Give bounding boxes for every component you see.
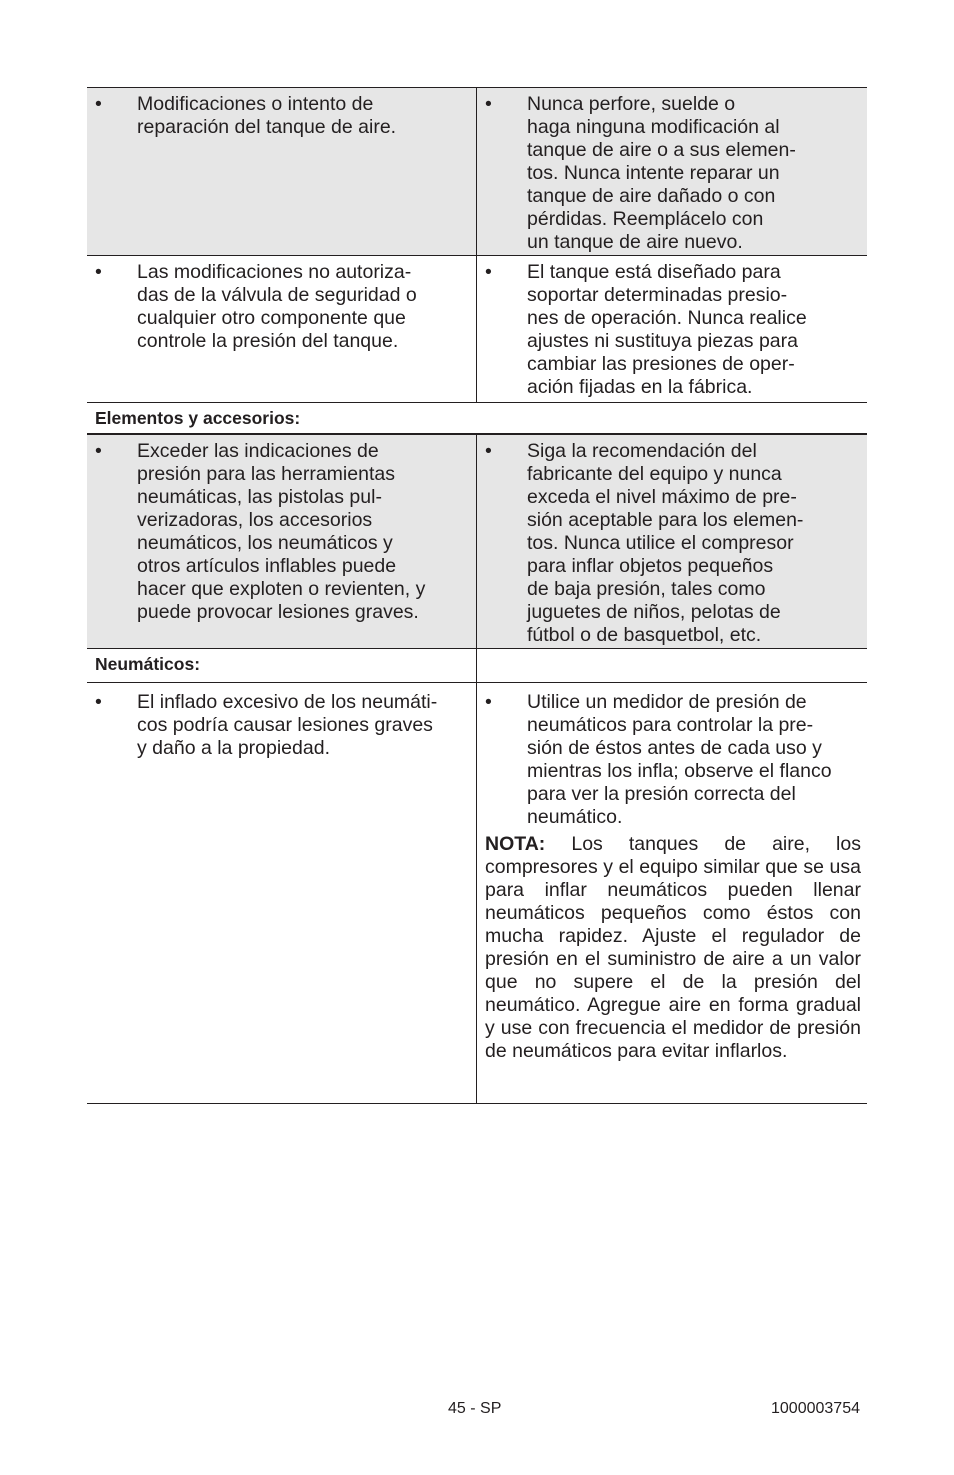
- safety-table: [87, 87, 867, 1104]
- bullet-icon: •: [95, 93, 102, 115]
- note-text: Los tanques de aire, los compresores y el equipo similar que se usa para inflar neumáticos pueden llenar neumáticos pequeños como éstos con mucha rapidez. Ajuste el regulador de presión en el suministro de aire a un valor que no supere el de la presión del neumático. Agregue aire en forma gradual y use con frecuencia el medidor de presión de neumáticos para evitar inflarlos.: [485, 833, 861, 1062]
- bullet-icon: •: [95, 440, 102, 462]
- hazard-text: El inflado excesivo de los neumáti- cos podría causar lesiones graves y daño a la propiedad.: [137, 691, 438, 759]
- table-row: [87, 682, 867, 1104]
- bullet-icon: •: [95, 261, 102, 283]
- bullet-icon: •: [485, 691, 492, 713]
- hazard-cell: [87, 88, 477, 255]
- hazard-cell: [87, 435, 477, 648]
- hazard-cell: [87, 683, 477, 1103]
- bullet-icon: •: [485, 440, 492, 462]
- page-number: 45 - SP: [448, 1400, 502, 1417]
- section-header-row: [87, 648, 867, 682]
- section-title-accessories: Elementos y accesorios:: [95, 408, 301, 428]
- empty-cell: [477, 649, 867, 682]
- prevention-cell: [477, 88, 867, 255]
- note-label: NOTA:: [485, 833, 546, 855]
- section-title-tires: Neumáticos:: [87, 649, 477, 682]
- bullet-icon: •: [485, 93, 492, 115]
- table-row: [87, 255, 867, 402]
- prevention-text: El tanque está diseñado para soportar determinadas presio- nes de operación. Nunca realice ajustes ni sustituya piezas para cambiar las presiones de oper- ación fijadas en la fábrica.: [527, 261, 807, 398]
- prevention-text: Utilice un medidor de presión de neumáticos para controlar la pre- sión de éstos antes de cada uso y mientras los infla; observe el flanco para ver la presión correcta del neumático.: [527, 691, 832, 828]
- document-number: 1000003754: [771, 1400, 860, 1417]
- bullet-icon: •: [485, 261, 492, 283]
- hazard-text: Las modificaciones no autoriza- das de la válvula de seguridad o cualquier otro componente que controle la presión del tanque.: [137, 261, 417, 352]
- hazard-text: Exceder las indicaciones de presión para las herramientas neumáticas, las pistolas pul- verizadoras, los accesorios neumáticos, los neumáticos y otros artículos inflables puede hacer que exploten o revienten, y puede provocar lesiones graves.: [137, 440, 426, 623]
- table-row: [87, 435, 867, 648]
- section-header-row: [87, 402, 867, 435]
- bullet-icon: •: [95, 691, 102, 713]
- prevention-text: Siga la recomendación del fabricante del equipo y nunca exceda el nivel máximo de pre- sión aceptable para los elemen- tos. Nunca utilice el compresor para inflar objetos pequeños de baja presión, tales como juguetes de niños, pelotas de fútbol o de basquetbol, etc.: [527, 440, 804, 646]
- hazard-cell: [87, 256, 477, 402]
- prevention-cell: [477, 683, 867, 1103]
- prevention-cell: [477, 435, 867, 648]
- prevention-cell: [477, 256, 867, 402]
- prevention-text: Nunca perfore, suelde o haga ninguna modificación al tanque de aire o a sus elemen- tos. Nunca intente reparar un tanque de aire dañado o con pérdidas. Reemplácelo con un tanque de aire nuevo.: [527, 93, 796, 253]
- table-row: [87, 87, 867, 255]
- hazard-text: Modificaciones o intento de reparación del tanque de aire.: [137, 93, 397, 138]
- note-paragraph: [477, 829, 867, 1067]
